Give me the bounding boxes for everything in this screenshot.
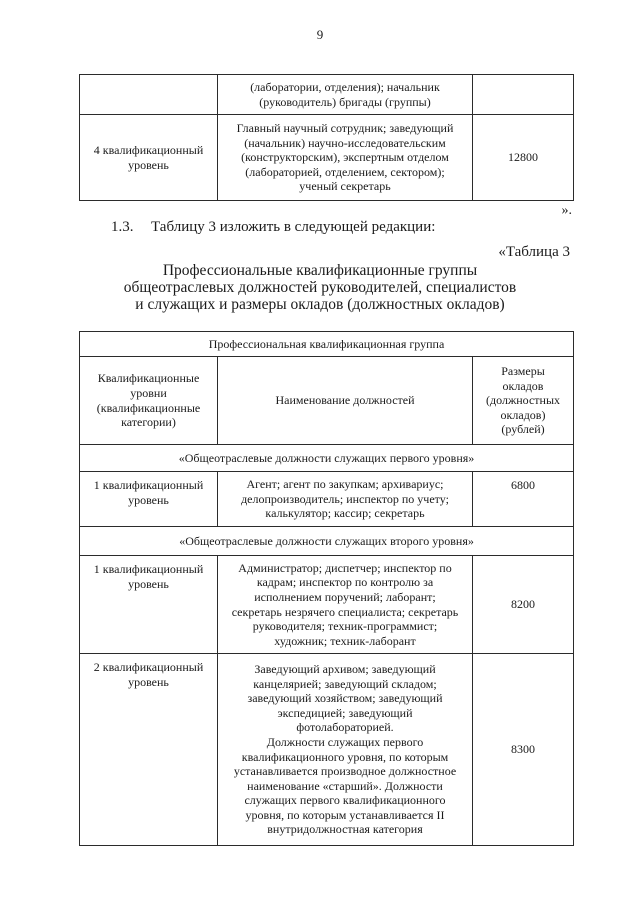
table-row bbox=[80, 115, 574, 201]
table-row bbox=[80, 472, 574, 527]
positions-header-cell: Наименование должностей bbox=[218, 357, 473, 445]
section-number: 1.3. bbox=[111, 219, 134, 235]
positions-line: (лабораторией, отделением, сектором); bbox=[245, 164, 445, 179]
header-line: уровни bbox=[130, 385, 167, 400]
header-line: (должностных bbox=[486, 393, 561, 408]
table-row bbox=[80, 75, 574, 115]
positions-line: наименование «старший». Должности bbox=[247, 778, 443, 793]
level-line: 1 квалификационный bbox=[93, 478, 204, 492]
page-number: 9 bbox=[316, 27, 324, 42]
table-row bbox=[80, 654, 574, 846]
header-line: окладов) bbox=[500, 407, 546, 422]
section-text: Таблицу 3 изложить в следующей редакции: bbox=[151, 219, 436, 235]
positions-line: Главный научный сотрудник; заведующий bbox=[236, 121, 454, 136]
header-line: (квалификационные bbox=[96, 400, 201, 415]
salary-cell: 8300 bbox=[473, 654, 574, 846]
heading-line: общеотраслевых должностей руководителей, специалистов bbox=[123, 279, 517, 296]
positions-line: устанавливается производное должностное bbox=[233, 764, 457, 779]
positions-line: канцелярией; заведующий складом; bbox=[253, 676, 437, 691]
level-line: уровень bbox=[128, 674, 169, 689]
level-cell bbox=[80, 472, 218, 527]
positions-line: Заведующий архивом; заведующий bbox=[254, 661, 436, 676]
level-line: 2 квалификационный bbox=[93, 660, 204, 674]
positions-line: заведующий хозяйством; заведующий bbox=[247, 691, 443, 706]
salary-cell: 12800 bbox=[473, 115, 574, 201]
heading-line: и служащих и размеры окладов (должностных окладов) bbox=[135, 296, 505, 313]
positions-line: ученый секретарь bbox=[299, 179, 391, 194]
positions-line: фотолабораторией. bbox=[296, 720, 394, 735]
section-title-row bbox=[80, 445, 574, 472]
positions-line: (руководитель) бригады (группы) bbox=[259, 94, 431, 109]
positions-cell bbox=[218, 75, 473, 115]
level-cell: 4 квалификационный уровень bbox=[80, 115, 218, 201]
positions-line: (лаборатории, отделения); начальник bbox=[250, 79, 440, 94]
section-title-cell: «Общеотраслевые должности служащих первого уровня» bbox=[80, 445, 574, 472]
header-line: Квалификационные bbox=[97, 371, 200, 386]
level-cell bbox=[80, 654, 218, 846]
level-line: уровень bbox=[128, 492, 169, 507]
positions-cell bbox=[218, 472, 473, 527]
positions-line: квалификационного уровня, по которым bbox=[241, 749, 449, 764]
positions-line: служащих первого квалификационного bbox=[244, 793, 446, 808]
closing-quote: ». bbox=[561, 203, 572, 218]
section-title-row bbox=[80, 527, 574, 556]
positions-line: Должности служащих первого bbox=[266, 734, 424, 749]
positions-line: Администратор; диспетчер; инспектор по bbox=[238, 560, 452, 575]
level-cell bbox=[80, 75, 218, 115]
group-header-row bbox=[80, 332, 574, 357]
positions-cell bbox=[218, 115, 473, 201]
table-label: «Таблица 3 bbox=[498, 244, 570, 260]
positions-line: кадрам; инспектор по контролю за bbox=[256, 575, 434, 590]
positions-line: делопроизводитель; инспектор по учету; bbox=[241, 491, 449, 506]
section-title-cell: «Общеотраслевые должности служащих второго уровня» bbox=[80, 527, 574, 556]
header-line: категории) bbox=[121, 415, 176, 430]
level-line: уровень bbox=[128, 576, 169, 591]
salary-cell: 8200 bbox=[473, 556, 574, 654]
table-row bbox=[80, 556, 574, 654]
positions-line: Агент; агент по закупкам; архивариус; bbox=[246, 477, 444, 492]
positions-line: калькулятор; кассир; секретарь bbox=[265, 506, 425, 521]
continuation-table bbox=[79, 74, 574, 201]
positions-line: внутридолжностная категория bbox=[267, 822, 423, 837]
level-line: 1 квалификационный bbox=[93, 562, 204, 576]
column-header-row bbox=[80, 357, 574, 445]
header-line: Размеры bbox=[501, 364, 545, 379]
salary-cell bbox=[473, 75, 574, 115]
positions-line: экспедицией; заведующий bbox=[277, 705, 413, 720]
positions-cell bbox=[218, 556, 473, 654]
positions-line: исполнением поручений; лаборант; bbox=[254, 589, 436, 604]
positions-cell bbox=[218, 654, 473, 846]
levels-header-cell bbox=[80, 357, 218, 445]
level-cell bbox=[80, 556, 218, 654]
salary-header-cell bbox=[473, 357, 574, 445]
section-paragraph bbox=[111, 219, 435, 236]
positions-line: художник; техник-лаборант bbox=[274, 633, 416, 648]
header-line: окладов bbox=[502, 378, 544, 393]
table-heading bbox=[0, 262, 640, 313]
header-line: (рублей) bbox=[501, 422, 545, 437]
positions-line: (конструкторским), экспертным отделом bbox=[241, 150, 449, 165]
positions-line: руководителя; техник-программист; bbox=[252, 619, 438, 634]
group-header-cell: Профессиональная квалификационная группа bbox=[80, 332, 574, 357]
heading-line: Профессиональные квалификационные группы bbox=[162, 262, 478, 279]
positions-line: уровня, по которым устанавливается II bbox=[245, 807, 445, 822]
salary-table bbox=[79, 331, 574, 846]
salary-cell: 6800 bbox=[473, 472, 574, 527]
positions-line: (начальник) научно-исследовательским bbox=[244, 135, 446, 150]
positions-line: секретарь незрячего специалиста; секретарь bbox=[231, 604, 459, 619]
